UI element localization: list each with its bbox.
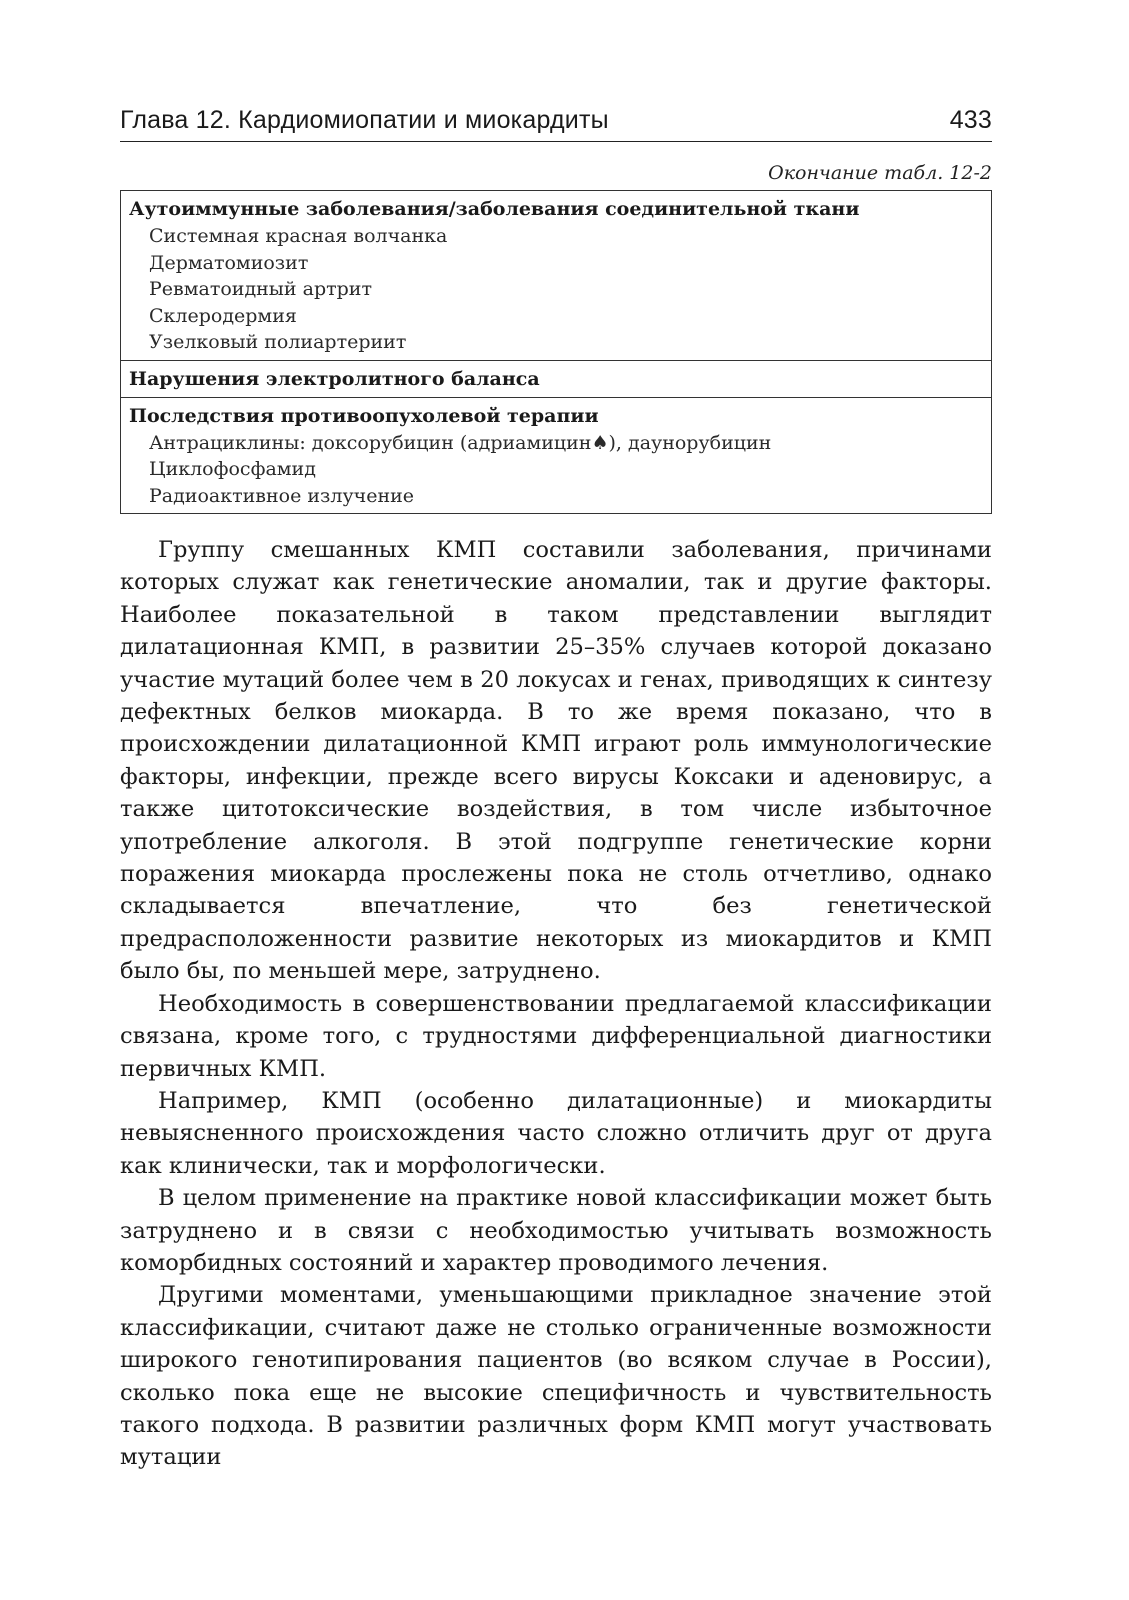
paragraph: Необходимость в совершенствовании предлагаемой классификации связана, кроме того, с трудностями дифференциальной диагностики первичных КМП. xyxy=(120,990,992,1082)
paragraph: В целом применение на практике новой классификации может быть затруднено и в связи с необходимостью учитывать возможность коморбидных состояний и характер проводимого лечения. xyxy=(120,1185,992,1276)
causes-table xyxy=(120,190,992,514)
group-title: Последствия противоопухолевой терапии xyxy=(129,404,599,427)
running-header xyxy=(120,106,992,142)
group-item: Узелковый полиартериит xyxy=(149,331,407,353)
table-row xyxy=(121,360,992,397)
table-cell xyxy=(121,191,992,361)
table-cell xyxy=(121,360,992,397)
group-item: Ревматоидный артрит xyxy=(149,278,372,300)
paragraph: Группу смешанных КМП составили заболевания, причинами которых служат как генетические аномалии, так и другие факторы. Наиболее показательной в таком представлении выглядит дилатационная КМП, в развитии 25–35% случаев которой доказано участие мутаций более чем в 20 локусах и генах, приводящих к синтезу дефектных белков миокарда. В то же время показано, что в происхождении дилатационной КМП играют роль иммунологические факторы, инфекции, прежде всего вирусы Коксаки и аденовирус, а также цитотоксические воздействия, в том числе избыточное употребление алкоголя. В этой подгруппе генетические корни поражения миокарда прослежены пока не столь отчетливо, однако складывается впечатление, что без генетической предрасположенности развитие некоторых из миокардитов и КМП было бы, по меньшей мере, затруднено. xyxy=(120,537,992,985)
body-text xyxy=(120,534,992,1474)
table-cell xyxy=(121,397,992,514)
group-title: Аутоиммунные заболевания/заболевания соединительной ткани xyxy=(129,198,860,220)
group-item: Дерматомиозит xyxy=(149,251,309,274)
table-caption: Окончание табл. 12-2 xyxy=(768,162,992,184)
paragraph: Например, КМП (особенно дилатационные) и миокардиты невыясненного происхождения часто сложно отличить друг от друга как клинически, так и морфологически. xyxy=(120,1087,992,1179)
book-page xyxy=(120,106,992,1474)
group-item: Радиоактивное излучение xyxy=(149,484,415,507)
group-item: Антрациклины: доксорубицин (адриамицин♠), даунорубицин xyxy=(149,431,772,454)
group-item: Системная красная волчанка xyxy=(149,225,448,247)
table-row xyxy=(121,397,992,514)
table-row xyxy=(121,191,992,361)
page-number: 433 xyxy=(949,106,992,134)
paragraph: Другими моментами, уменьшающими прикладное значение этой классификации, считают даже не столько ограниченные возможности широкого генотипирования пациентов (во всяком случае в России), сколько пока еще не высокие специфичность и чувствительность такого подхода. В развитии различных форм КМП могут участвовать мутации xyxy=(120,1282,992,1471)
group-title: Нарушения электролитного баланса xyxy=(129,367,540,390)
chapter-title: Глава 12. Кардиомиопатии и миокардиты xyxy=(120,106,609,134)
group-item: Склеродермия xyxy=(149,304,297,327)
group-item: Циклофосфамид xyxy=(149,458,316,480)
